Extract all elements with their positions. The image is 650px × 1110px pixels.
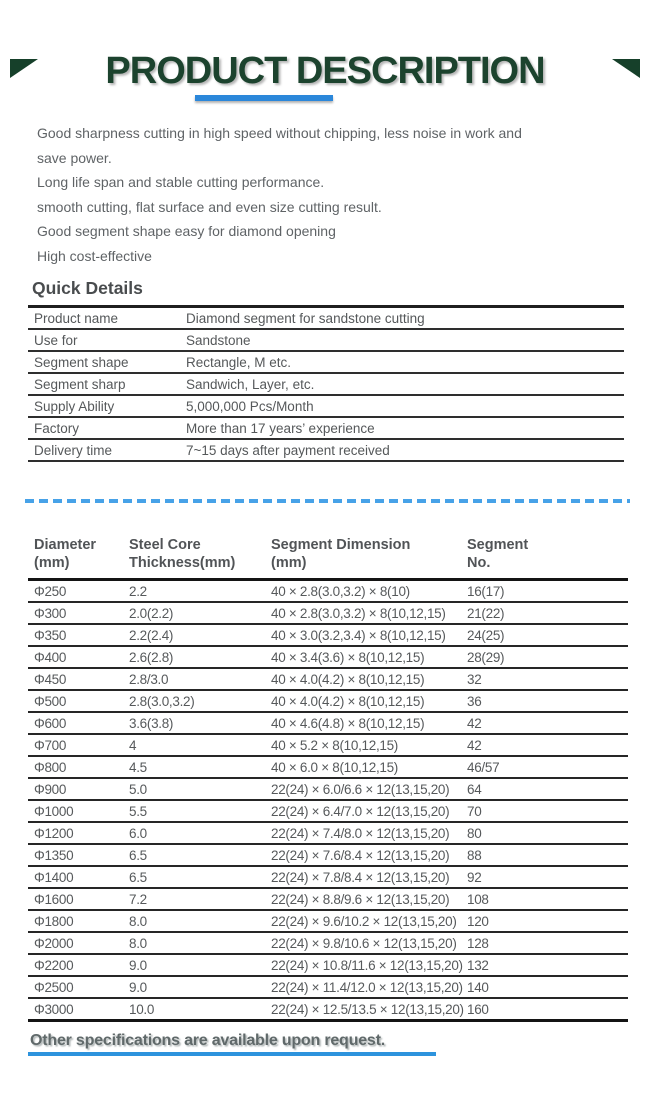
quick-details-row [28,352,624,374]
cell-diameter: Φ1600 [34,891,74,907]
cell-diameter: Φ300 [34,605,67,621]
corner-accent-right [612,59,640,78]
cell-segment-no: 70 [467,803,482,819]
cell-segment-no: 46/57 [467,759,500,775]
cell-thickness: 6.0 [129,825,147,841]
column-header-line: Segment Dimension [271,537,411,553]
cell-diameter: Φ250 [34,583,67,599]
cell-segment-no: 16(17) [467,583,505,599]
cell-dimension: 40 × 3.0(3.2,3.4) × 8(10,12,15) [271,627,446,643]
cell-diameter: Φ350 [34,627,67,643]
column-header [271,536,467,572]
feature-line: save power. [37,149,112,166]
cell-diameter: Φ800 [34,759,67,775]
cell-dimension: 22(24) × 12.5/13.5 × 12(13,15,20) [271,1001,464,1017]
page-title: PRODUCT DESCRIPTION [105,50,545,92]
cell-diameter: Φ1000 [34,803,74,819]
table-row [28,735,628,757]
feature-list [37,121,620,268]
table-row [28,669,628,691]
cell-segment-no: 28(29) [467,649,505,665]
table-row [28,999,628,1022]
cell-thickness: 5.5 [129,803,147,819]
cell-dimension: 40 × 4.6(4.8) × 8(10,12,15) [271,715,425,731]
table-row [28,779,628,801]
table-row [28,867,628,889]
product-description-page [0,52,650,1056]
cell-segment-no: 132 [467,957,489,973]
quick-details-row [28,440,624,462]
feature-line: Long life span and stable cutting performance. [37,174,325,190]
cell-diameter: Φ2000 [34,935,74,951]
column-header [129,536,271,572]
cell-dimension: 22(24) × 9.6/10.2 × 12(13,15,20) [271,913,457,929]
section-divider [25,499,630,503]
table-row [28,713,628,735]
cell-diameter: Φ1800 [34,913,74,929]
table-row [28,757,628,779]
feature-line: Good segment shape easy for diamond opening [37,223,336,239]
cell-thickness: 5.0 [129,781,147,797]
cell-thickness: 9.0 [129,957,147,973]
quick-details-row [28,308,624,330]
cell-segment-no: 32 [467,671,482,687]
cell-thickness: 7.2 [129,891,147,907]
cell-diameter: Φ700 [34,737,67,753]
table-row [28,845,628,867]
table-row [28,823,628,845]
cell-dimension: 22(24) × 8.8/9.6 × 12(13,15,20) [271,891,450,907]
column-header-line: No. [467,555,491,571]
cell-thickness: 2.2 [129,583,147,599]
footer-underline [28,1052,436,1056]
detail-label: Segment shape [34,354,129,370]
quick-details-row [28,418,624,440]
cell-segment-no: 36 [467,693,482,709]
cell-diameter: Φ450 [34,671,67,687]
cell-dimension: 40 × 4.0(4.2) × 8(10,12,15) [271,671,425,687]
corner-accent-left [10,59,38,78]
detail-label: Delivery time [34,442,113,458]
cell-segment-no: 120 [467,913,489,929]
cell-thickness: 3.6(3.8) [129,715,174,731]
cell-thickness: 8.0 [129,913,147,929]
detail-label: Factory [34,420,80,436]
cell-dimension: 22(24) × 10.8/11.6 × 12(13,15,20) [271,957,463,973]
cell-diameter: Φ1200 [34,825,74,841]
column-header-line: (mm) [34,555,70,571]
quick-details-row [28,374,624,396]
cell-thickness: 2.0(2.2) [129,605,174,621]
detail-value: Sandstone [186,332,251,348]
cell-segment-no: 24(25) [467,627,505,643]
detail-label: Use for [34,332,78,348]
cell-segment-no: 42 [467,737,482,753]
column-header [28,536,129,572]
column-header-line: Thickness(mm) [129,555,236,571]
cell-dimension: 40 × 2.8(3.0,3.2) × 8(10) [271,583,410,599]
cell-segment-no: 92 [467,869,482,885]
cell-dimension: 40 × 6.0 × 8(10,12,15) [271,759,399,775]
table-row [28,933,628,955]
cell-segment-no: 64 [467,781,482,797]
cell-dimension: 40 × 2.8(3.0,3.2) × 8(10,12,15) [271,605,446,621]
title-underline [195,95,333,101]
table-row [28,911,628,933]
cell-segment-no: 128 [467,935,489,951]
detail-value: Sandwich, Layer, etc. [186,376,315,392]
cell-segment-no: 160 [467,1001,489,1017]
cell-diameter: Φ900 [34,781,67,797]
cell-dimension: 40 × 3.4(3.6) × 8(10,12,15) [271,649,425,665]
cell-dimension: 40 × 4.0(4.2) × 8(10,12,15) [271,693,425,709]
cell-segment-no: 80 [467,825,482,841]
feature-line: smooth cutting, flat surface and even size cutting result. [37,198,382,215]
cell-thickness: 6.5 [129,847,147,863]
column-header-line: Diameter [34,537,97,553]
table-row [28,647,628,669]
column-header-line: Steel Core [129,537,201,553]
quick-details-row [28,330,624,352]
cell-segment-no: 88 [467,847,482,863]
column-header-line: Segment [467,537,529,553]
table-row [28,801,628,823]
detail-label: Supply Ability [34,398,115,414]
cell-diameter: Φ1350 [34,847,74,863]
cell-thickness: 2.2(2.4) [129,627,174,643]
cell-diameter: Φ3000 [34,1001,74,1017]
spec-table [28,534,628,1022]
table-row [28,603,628,625]
column-header-line: (mm) [271,555,307,571]
cell-diameter: Φ400 [34,649,67,665]
cell-thickness: 9.0 [129,979,147,995]
cell-segment-no: 140 [467,979,489,995]
detail-label: Segment sharp [34,376,126,392]
cell-diameter: Φ1400 [34,869,74,885]
footer-note: Other specifications are available upon request. [30,1032,385,1049]
cell-dimension: 22(24) × 6.4/7.0 × 12(13,15,20) [271,803,450,819]
cell-thickness: 4.5 [129,759,147,775]
detail-label: Product name [34,310,119,326]
cell-dimension: 22(24) × 6.0/6.6 × 12(13,15,20) [271,781,450,797]
cell-thickness: 2.8/3.0 [129,671,169,687]
cell-dimension: 22(24) × 11.4/12.0 × 12(13,15,20) [271,979,463,995]
spec-table-body [28,581,628,1022]
quick-details-row [28,396,624,418]
cell-thickness: 2.6(2.8) [129,649,174,665]
detail-value: Diamond segment for sandstone cutting [186,310,425,326]
spec-table-header [28,534,628,581]
table-row [28,977,628,999]
cell-segment-no: 42 [467,715,482,731]
cell-dimension: 22(24) × 7.6/8.4 × 12(13,15,20) [271,847,450,863]
feature-line: High cost-effective [37,247,152,264]
feature-line: Good sharpness cutting in high speed without chipping, less noise in work and [37,125,522,141]
cell-diameter: Φ500 [34,693,67,709]
cell-thickness: 6.5 [129,869,147,885]
cell-diameter: Φ2500 [34,979,74,995]
cell-segment-no: 108 [467,891,489,907]
detail-value: 7~15 days after payment received [186,442,390,458]
cell-dimension: 22(24) × 7.4/8.0 × 12(13,15,20) [271,825,450,841]
quick-details-heading: Quick Details [32,278,143,298]
cell-dimension: 22(24) × 9.8/10.6 × 12(13,15,20) [271,935,457,951]
detail-value: 5,000,000 Pcs/Month [186,398,314,414]
cell-diameter: Φ2200 [34,957,74,973]
table-row [28,955,628,977]
table-row [28,889,628,911]
cell-thickness: 8.0 [129,935,147,951]
cell-dimension: 22(24) × 7.8/8.4 × 12(13,15,20) [271,869,450,885]
cell-dimension: 40 × 5.2 × 8(10,12,15) [271,737,399,753]
column-header [467,536,628,572]
cell-thickness: 4 [129,737,137,753]
table-row [28,581,628,603]
cell-thickness: 10.0 [129,1001,155,1017]
table-row [28,625,628,647]
detail-value: More than 17 years’ experience [186,420,375,436]
table-row [28,691,628,713]
quick-details-table [28,305,624,462]
cell-thickness: 2.8(3.0,3.2) [129,693,195,709]
cell-segment-no: 21(22) [467,605,505,621]
cell-diameter: Φ600 [34,715,67,731]
detail-value: Rectangle, M etc. [186,354,292,370]
